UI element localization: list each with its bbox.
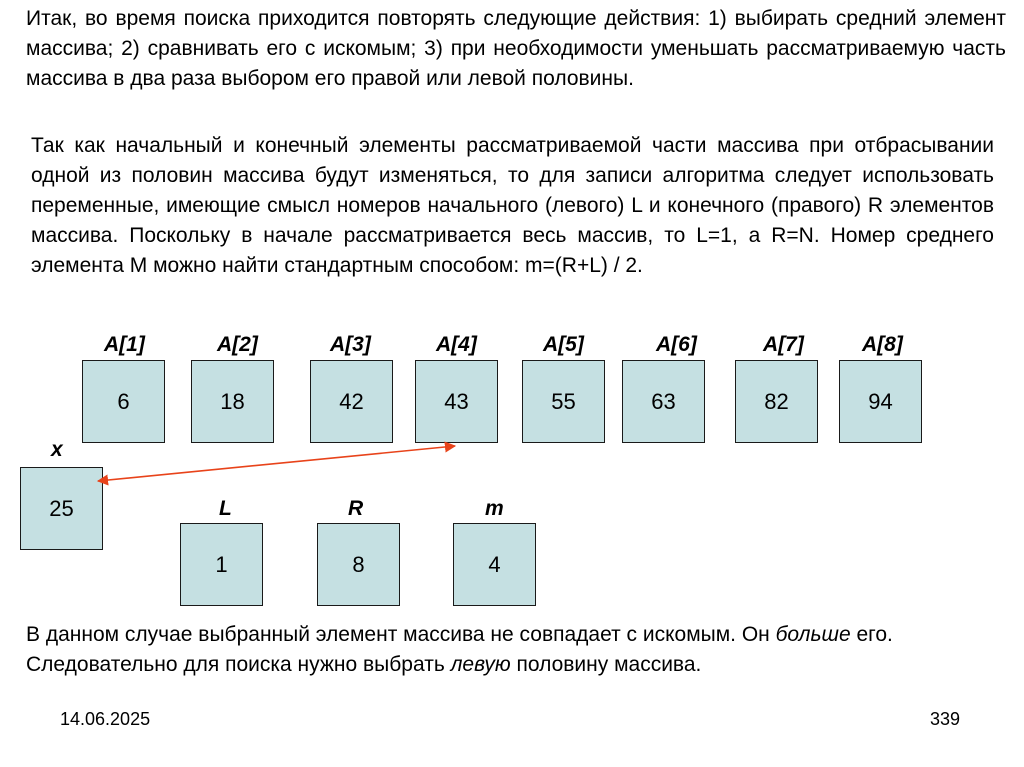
array-label: A[8]	[862, 333, 903, 356]
r-cell: 8	[317, 523, 400, 606]
array-label: A[5]	[543, 333, 584, 356]
array-label: A[4]	[436, 333, 477, 356]
array-cell: 55	[522, 360, 605, 443]
array-cell: 43	[415, 360, 498, 443]
emphasis-bigger: больше	[775, 623, 851, 646]
array-cell: 94	[839, 360, 922, 443]
l-cell: 1	[180, 523, 263, 606]
array-label: A[1]	[104, 333, 145, 356]
explanation-paragraph: Так как начальный и конечный элементы рассматриваемой части массива при отбрасывании одной из половин массива будут изменяться, то для записи алгоритма следует использовать переменные, имеющие смысл номеров начального (левого) L и конечного (правого) R элементов массива. Поскольку в начале рассматривается весь массив, то L=1, а R=N. Номер среднего элемента M можно найти стандартным способом: m=(R+L) / 2.	[31, 134, 994, 277]
emphasis-left: левую	[450, 653, 511, 676]
page-number: 339	[930, 709, 961, 729]
l-label: L	[219, 497, 232, 520]
intro-paragraph: Итак, во время поиска приходится повторять следующие действия: 1) выбирать средний элемент массива; 2) сравнивать его с искомым; 3) при необходимости уменьшать рассматриваемую часть массива в два раза выбором его правой или левой половины.	[26, 7, 1006, 90]
array-cell: 42	[310, 360, 393, 443]
footer-date: 14.06.2025	[60, 709, 151, 729]
array-label: A[2]	[217, 333, 258, 356]
r-label: R	[348, 497, 364, 520]
x-label: x	[51, 438, 63, 461]
array-cell: 6	[82, 360, 165, 443]
array-cell: 18	[191, 360, 274, 443]
conclusion-paragraph: В данном случае выбранный элемент массива не совпадает с искомым. Он больше его. Следовательно для поиска нужно выбрать левую половину массива.	[26, 623, 893, 676]
array-label: A[6]	[656, 333, 697, 356]
m-cell: 4	[453, 523, 536, 606]
array-label: A[7]	[763, 333, 804, 356]
array-cell: 82	[735, 360, 818, 443]
array-cell: 63	[622, 360, 705, 443]
array-label: A[3]	[330, 333, 371, 356]
x-cell: 25	[20, 467, 103, 550]
m-label: m	[485, 497, 504, 520]
